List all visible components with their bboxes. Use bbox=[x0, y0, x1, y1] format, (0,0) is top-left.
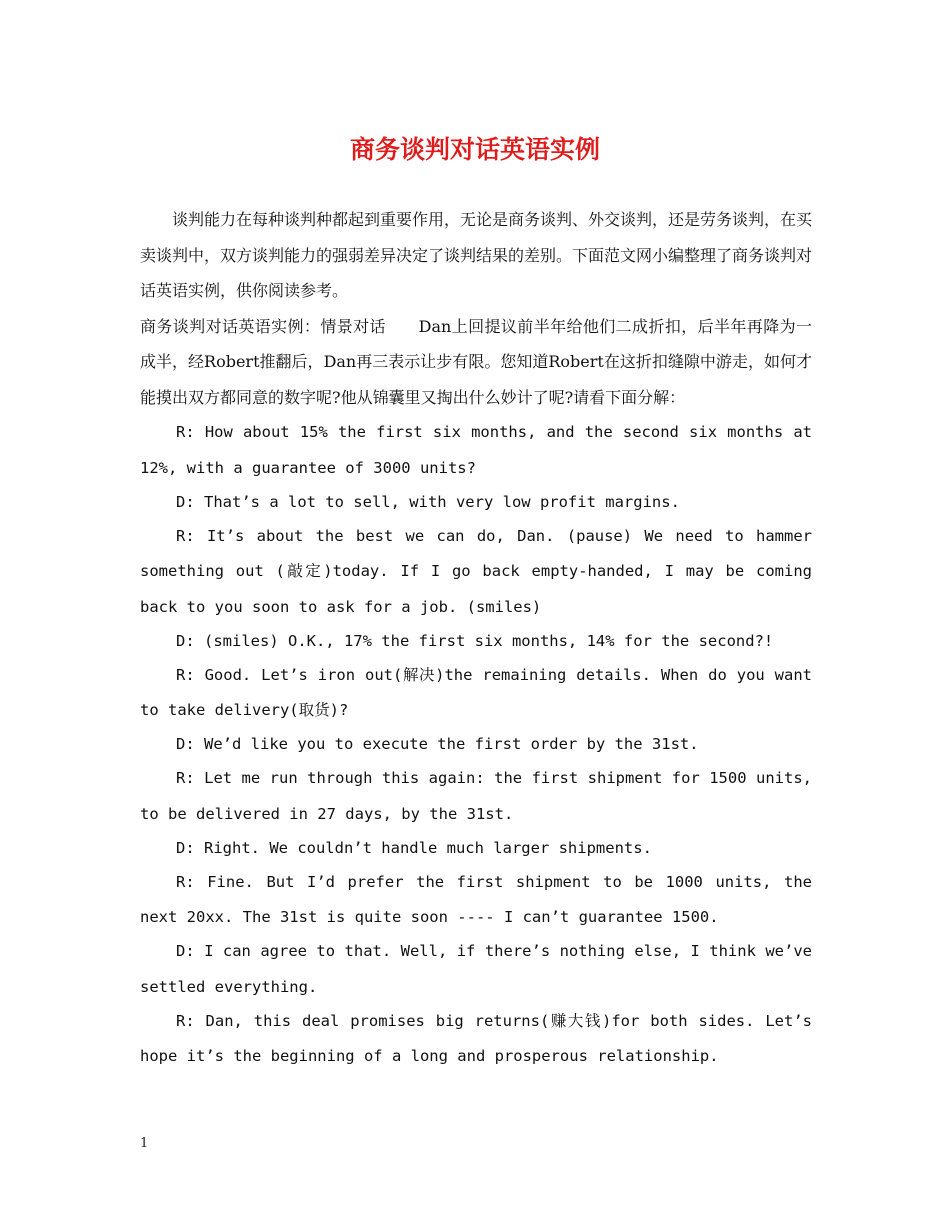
dialogue-line: R: Dan, this deal promises big returns(赚大钱)for both sides. Let’s hope it’s the beginning of a long and prosperous relationship. bbox=[140, 1011, 812, 1065]
document-title: 商务谈判对话英语实例 bbox=[349, 135, 600, 164]
dialogue-line: R: How about 15% the first six months, and the second six months at 12%, with a guarantee of 3000 units? bbox=[140, 423, 812, 477]
dialogue-line: D: That’s a lot to sell, with very low profit margins. bbox=[176, 492, 680, 511]
dialogue-line: D: Right. We couldn’t handle much larger shipments. bbox=[176, 838, 652, 857]
document-body bbox=[140, 202, 812, 1075]
dialogue-line: R: Let me run through this again: the first shipment for 1500 units, to be delivered in 27 days, by the 31st. bbox=[140, 769, 812, 823]
section-heading-paragraph: 商务谈判对话英语实例：情景对话 Dan上回提议前半年给他们二成折扣，后半年再降为一成半，经Robert推翻后，Dan再三表示让步有限。您知道Robert在这折扣缝隙中游走，如何才能摸出双方都同意的数字呢?他从锦囊里又掏出什么妙计了呢?请看下面分解： bbox=[140, 316, 812, 407]
page-number: 1 bbox=[140, 1136, 149, 1151]
dialogue-line: D: I can agree to that. Well, if there’s nothing else, I think we’ve settled everything. bbox=[140, 942, 812, 996]
dialogue-line: D: We’d like you to execute the first order by the 31st. bbox=[176, 735, 699, 753]
dialogue-line: D: (smiles) O.K., 17% the first six months, 14% for the second?! bbox=[176, 631, 774, 650]
intro-paragraph: 谈判能力在每种谈判种都起到重要作用，无论是商务谈判、外交谈判，还是劳务谈判，在买卖谈判中，双方谈判能力的强弱差异决定了谈判结果的差别。下面范文网小编整理了商务谈判对话英语实例，供你阅读参考。 bbox=[140, 210, 813, 300]
dialogue-line: R: Good. Let’s iron out(解决)the remaining details. When do you want to take delivery(取货)? bbox=[140, 665, 812, 719]
dialogue-line: R: Fine. But I’d prefer the first shipment to be 1000 units, the next 20xx. The 31st is quite soon ---- I can’t guarantee 1500. bbox=[140, 872, 812, 926]
dialogue-line: R: It’s about the best we can do, Dan. (pause) We need to hammer something out (敲定)today. If I go back empty-handed, I may be coming back to you soon to ask for a job. (smiles) bbox=[140, 526, 812, 616]
